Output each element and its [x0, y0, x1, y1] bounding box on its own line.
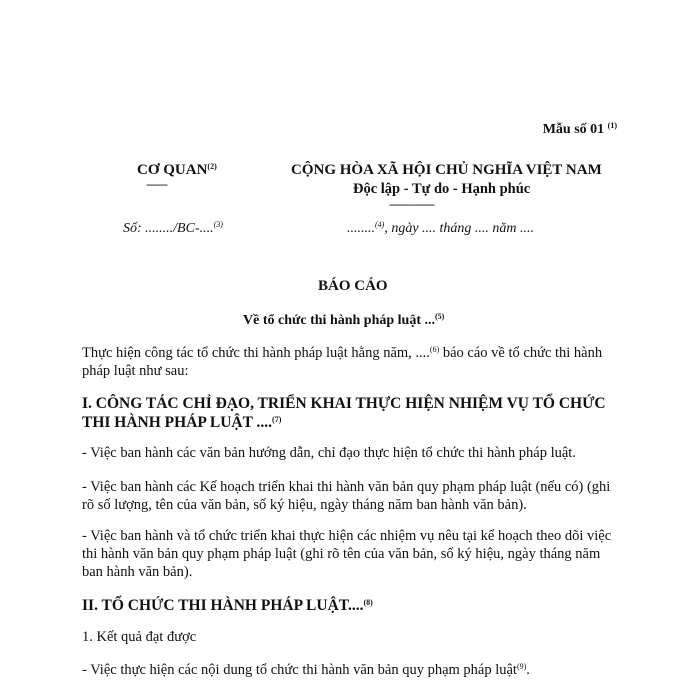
footnote-marker: (3): [213, 220, 223, 229]
document-subtitle: Về tổ chức thi hành pháp luật ...$^{(5)}$: [243, 312, 445, 328]
agency-name: CƠ QUAN$^{(2)}$: [137, 162, 217, 178]
section-1-item: - Việc ban hành các Kế hoạch triển khai thi hành văn bản quy phạm pháp luật (nếu có) (ghi rõ số lượng, tên của văn bản, số ký hiệu, ngày tháng năm ban hành văn bản).: [82, 479, 611, 513]
footnote-marker: (9): [516, 662, 527, 671]
document-title: BÁO CÁO: [318, 278, 388, 294]
footnote-marker: (5): [435, 312, 445, 321]
section-2-item: - Việc thực hiện các nội dung tổ chức thi hành văn bản quy phạm pháp luật$^{(9)}$.: [82, 662, 530, 678]
section-1-heading: I. CÔNG TÁC CHỈ ĐẠO, TRIỂN KHAI THỰC HIỆN NHIỆM VỤ TỔ CHỨC THI HÀNH PHÁP LUẬT ....$^{(7)}$: [82, 395, 606, 431]
section-1-item: - Việc ban hành các văn bản hướng dẫn, chỉ đạo thực hiện tổ chức thi hành pháp luật.: [82, 445, 576, 461]
footnote-marker: (7): [272, 415, 282, 424]
section-1-item: - Việc ban hành và tổ chức triển khai thực hiện các nhiệm vụ nêu tại kế hoạch theo dõi việc thi hành văn bản quy phạm pháp luật (ghi rõ tên của văn bản, số ký hiệu, ngày tháng năm ban hành văn bản).: [82, 528, 612, 580]
motto-underline: ---------------: [389, 197, 434, 211]
national-title: CỘNG HÒA XÃ HỘI CHỦ NGHĨA VIỆT NAM: [291, 162, 602, 178]
footnote-marker: (2): [207, 162, 217, 171]
section-2-subheading: 1. Kết quả đạt được: [82, 629, 197, 645]
agency-underline: -------: [146, 177, 167, 191]
intro-paragraph: Thực hiện công tác tổ chức thi hành pháp luật hằng năm, ....$^{(6)}$ báo cáo về tổ chức thi hành pháp luật như sau:: [82, 345, 603, 379]
footnote-marker: (4): [375, 220, 385, 229]
footnote-marker: (6): [429, 345, 440, 354]
section-2-heading: II. TỔ CHỨC THI HÀNH PHÁP LUẬT....$^{(8)}$: [82, 597, 373, 614]
footnote-marker: (1): [607, 121, 617, 130]
national-motto: Độc lập - Tự do - Hạnh phúc: [353, 181, 531, 197]
footnote-marker: (8): [363, 598, 373, 607]
place-date: ........$^{(4)}$, ngày .... tháng .... năm ....: [347, 220, 535, 236]
form-number: Mẫu số 01 $^{(1)}$: [542, 121, 617, 137]
document-number: Số: ......../BC-....$^{(3)}$: [123, 220, 223, 236]
